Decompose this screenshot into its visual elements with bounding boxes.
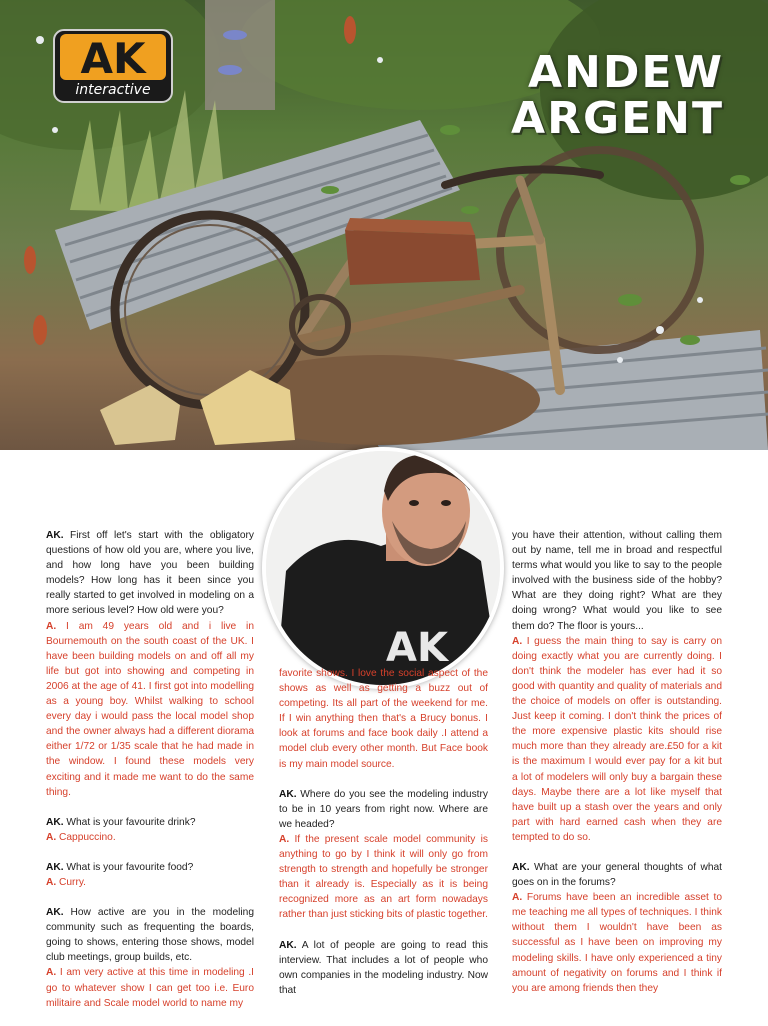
answer-3 bbox=[46, 875, 254, 890]
question-1 bbox=[46, 528, 254, 619]
question-7 bbox=[512, 860, 722, 890]
question-text: Where do you see the modeling industry to be in 10 years from right now. Where are we headed? bbox=[279, 788, 488, 830]
question-6 bbox=[279, 938, 488, 998]
question-text: you have their attention, without calling them out by name, tell me in broad and respectful terms what would you like to say to the people involved with the business side of the hobby? What are they doing right? What are they doing wrong? What would you like to see them do? The floor is yours... bbox=[512, 530, 722, 632]
answer-5 bbox=[279, 832, 488, 923]
question-text: What are your general thoughts of what goes on in the forums? bbox=[512, 861, 722, 889]
question-2 bbox=[46, 815, 254, 830]
question-5 bbox=[279, 787, 488, 832]
a-label: A. bbox=[512, 635, 523, 647]
a-label: A. bbox=[46, 967, 57, 979]
answer-text: If the present scale model community is anything to go by I think it will only go from strength to strength and hopefully be stronger than it already is. Especially as it is being recognized more as an art form nowadays rather than just sticking bits of plastic together. bbox=[279, 833, 488, 921]
answer-text: Forums have been an incredible asset to me teaching me all types of techniques. I think without them I wouldn't have been as successful as I have been on improving my modeling skills. I have only experienced a tiny amount of negativity on forums and I think if you are among friends then they bbox=[512, 892, 722, 994]
a-label: A. bbox=[46, 876, 57, 888]
interviewee-portrait bbox=[262, 447, 504, 689]
question-text: A lot of people are going to read this interview. That includes a lot of people who own companies in the modeling industry. Now that bbox=[279, 939, 488, 996]
page-title bbox=[511, 47, 724, 144]
ak-interactive-logo bbox=[50, 26, 176, 106]
q-label: AK. bbox=[46, 816, 64, 828]
q-label: AK. bbox=[46, 907, 64, 919]
a-label: A. bbox=[46, 620, 57, 632]
answer-text: favorite shows. I love the social aspect of the shows as well as getting a buzz out of competing. Its all part of the weekend for me. If I win anything then that's a Brucy bonus. I look at forums and face book daily .I attend a model club every other month. But Face book is my main model source. bbox=[279, 668, 488, 770]
a-label: A. bbox=[279, 833, 290, 845]
portrait-photo bbox=[266, 451, 500, 685]
q-label: AK. bbox=[512, 861, 530, 873]
question-text: What is your favourite food? bbox=[66, 861, 194, 873]
answer-4-continued bbox=[279, 666, 488, 772]
question-3 bbox=[46, 860, 254, 875]
q-label: AK. bbox=[279, 939, 297, 951]
answer-4 bbox=[46, 965, 254, 1010]
answer-1 bbox=[46, 619, 254, 800]
q-label: AK. bbox=[46, 861, 64, 873]
article-column-1 bbox=[46, 528, 254, 1026]
article-column-2 bbox=[279, 666, 488, 1013]
answer-text: I am very active at this time in modeling .I go to whatever show I can get too i.e. Euro militaire and Scale model world to name my bbox=[46, 967, 254, 1009]
answer-text: I guess the main thing to say is carry on doing exactly what you are currently doing. I don't think the modeler has ever had it so good with quantity and quality of materials and the choice of models on offer is outstanding. Just keep it coming. I don't think the prices of the more expensive plastic kits should rise much more than they already are.£50 for a kit is the maximum I would ever pay for a kit but a lot of modelers will only buy a bargain these days. Maybe there are a lot like myself that have built up a stash over the years and only part with hard earned cash when they are tempted to do so. bbox=[512, 635, 722, 843]
q-label: AK. bbox=[46, 530, 64, 541]
question-text: How active are you in the modeling community such as frequenting the boards, going to shows, entering those shows, model club meetings, group builds, etc. bbox=[46, 907, 254, 964]
svg-text:AK: AK bbox=[386, 625, 448, 671]
answer-7 bbox=[512, 890, 722, 996]
title-line-2: ARGENT bbox=[511, 93, 724, 144]
a-label: A. bbox=[512, 892, 523, 904]
title-line-1: ANDEW bbox=[528, 47, 724, 98]
answer-2 bbox=[46, 830, 254, 845]
article-column-3 bbox=[512, 528, 722, 1011]
answer-text: I am 49 years old and i live in Bournemouth on the south coast of the UK. I have been building models on and off all my life but got into showing and competing in 2006 at the age of 41. I first got into modelling as a young boy. Whilst walking to school every day i would pass the local model shop and the owner always had a different diorama either 1/72 or 1/35 scale that he had made in the window. I found these models very exciting and it made me want to do the same thing. bbox=[46, 620, 254, 798]
question-4 bbox=[46, 905, 254, 965]
question-6-continued bbox=[512, 528, 722, 634]
svg-text:AK: AK bbox=[80, 34, 146, 83]
question-text: First off let's start with the obligatory questions of how old you are, where you live, and how long have you been building models? How long has it been since you really started to get involved in modeling on a more serious level? How old were you? bbox=[46, 530, 254, 617]
logo-text: interactive bbox=[75, 82, 151, 98]
answer-text: Curry. bbox=[59, 876, 87, 888]
answer-6 bbox=[512, 634, 722, 845]
q-label: AK. bbox=[279, 788, 297, 800]
question-text: What is your favourite drink? bbox=[66, 816, 196, 828]
answer-text: Cappuccino. bbox=[59, 831, 116, 843]
a-label: A. bbox=[46, 831, 57, 843]
hero-photo bbox=[0, 0, 768, 450]
